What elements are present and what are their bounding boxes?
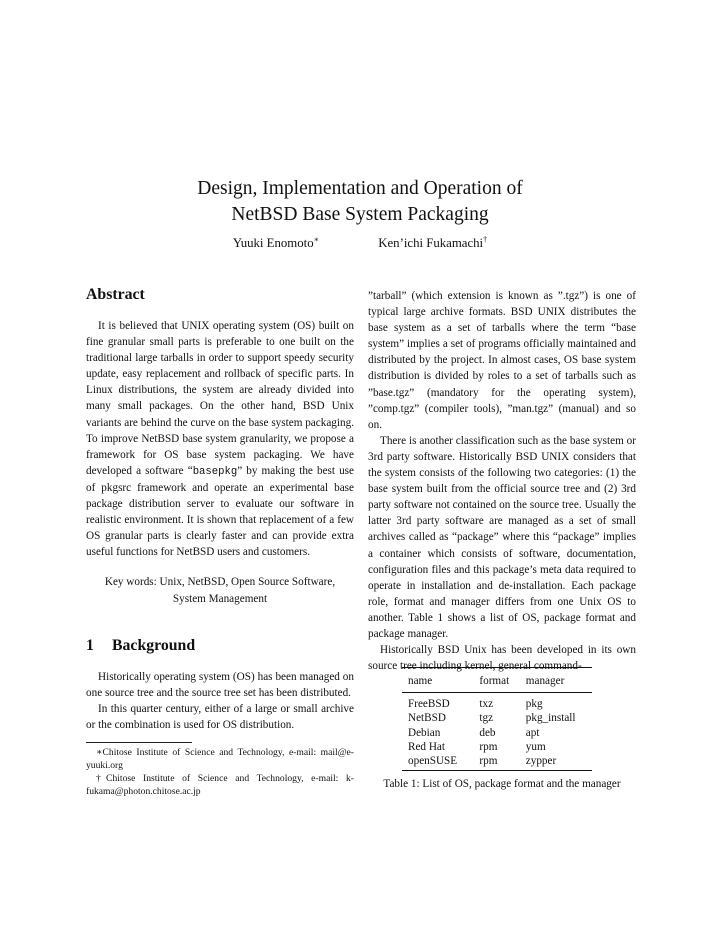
table-row bbox=[402, 711, 592, 725]
table-row bbox=[402, 740, 592, 754]
abstract-heading: Abstract bbox=[86, 286, 145, 303]
table-header-row bbox=[402, 668, 592, 693]
os-table-wrapper bbox=[402, 667, 592, 771]
background-heading: 1 Background bbox=[86, 636, 196, 654]
table-cell: rpm bbox=[479, 755, 498, 768]
table-cell: FreeBSD bbox=[408, 698, 450, 711]
author-2: Ken’ichi Fukamachi† bbox=[378, 235, 488, 250]
table-header-manager: manager bbox=[525, 675, 565, 687]
author-1: Yuuki Enomoto∗ bbox=[232, 235, 320, 250]
table-cell: Debian bbox=[408, 726, 441, 739]
title-line-2: NetBSD Base System Packaging bbox=[231, 204, 489, 225]
table-cell: apt bbox=[525, 726, 540, 739]
table-header-name: name bbox=[408, 675, 433, 687]
table-cell: NetBSD bbox=[408, 712, 446, 725]
left-column bbox=[86, 286, 354, 733]
table-cell: Red Hat bbox=[408, 740, 445, 753]
keywords: Key words: Unix, NetBSD, Open Source Software, System Management bbox=[104, 576, 336, 605]
footnotes bbox=[86, 742, 354, 798]
code-basepkg: basepkg bbox=[192, 465, 238, 478]
table-cell: openSUSE bbox=[408, 755, 458, 768]
table-header-format: format bbox=[479, 675, 510, 687]
right-column bbox=[368, 288, 636, 674]
table-row bbox=[402, 726, 592, 740]
title-line-1: Design, Implementation and Operation of bbox=[197, 178, 523, 199]
right-paragraph-3: Historically BSD Unix has been developed in its own source tree including kernel, general command- bbox=[368, 644, 636, 673]
right-paragraph-1: ”tarball” (which extension is known as ”.tgz”) is one of typical large archive formats. BSD UNIX distributes the base system as a set of tarballs where the term “base system” implies a set of programs officially maintained and distributed by the project. In almost cases, OS base system distribution is divided by roles to a set of tarballs such as ”base.tgz” (mandatory for the operating system), ”comp.tgz” (compiler tools), ”man.tgz” (manual) and so on. bbox=[368, 290, 636, 431]
author-list bbox=[0, 236, 720, 251]
background-paragraph-1: Historically operating system (OS) has been managed on one source tree and the source tree set has been distributed. bbox=[86, 670, 354, 699]
footnote-1: ∗Chitose Institute of Science and Technology, e-mail: mail@e-yuuki.org bbox=[86, 747, 354, 771]
abstract-text: It is believed that UNIX operating system (OS) built on fine granular small parts is preferable to one built on the traditional large tarballs in order to support speedy security update, easy replacement and rollback of specific parts. In Linux distributions, the system are already divided into many small packages. On the other hand, BSD Unix variants are behind the curve on the base system packaging. To improve NetBSD base system granularity, we propose a framework for OS base system packaging. We have developed a software “basepkg” by making the best use of pkgsrc framework and operate an experimental base package distribution server to evaluate our software in realistic environment. It is shown that replacement of a few OS granular parts is clearly faster and can provide extra useful functions for NetBSD users and customers. bbox=[86, 320, 354, 559]
background-paragraph-2: In this quarter century, either of a large or small archive or the combination is used for OS distribution. bbox=[86, 702, 354, 731]
table-cell: pkg bbox=[525, 698, 543, 711]
os-package-table bbox=[402, 667, 592, 771]
footnote-rule bbox=[86, 742, 192, 743]
right-paragraph-2: There is another classification such as the base system or 3rd party software. Historically BSD UNIX considers that the system consists of the following two categories: (1) the base system built from the official source tree and (2) 3rd party software not contained on the source tree. Usually the latter 3rd party software are managed as a set of small archives called as “package” where this “package” implies a container which consists of software, documentation, configuration files and this package’s meta data required to operate in installation and de-installation. Each package role, format and manager differs from one Unix OS to another. Table 1 shows a list of OS, package format and package manager. bbox=[368, 434, 636, 640]
table-cell: deb bbox=[479, 726, 496, 739]
table-cell: zypper bbox=[525, 755, 557, 768]
table-cell: yum bbox=[525, 740, 546, 753]
footnote-2: †Chitose Institute of Science and Technology, e-mail: k-fukama@photon.chitose.ac.jp bbox=[86, 773, 354, 797]
table-cell: rpm bbox=[479, 740, 498, 753]
paper-title bbox=[0, 176, 720, 228]
table-row bbox=[402, 754, 592, 771]
table-cell: pkg_install bbox=[525, 712, 576, 725]
table-cell: tgz bbox=[479, 712, 494, 725]
table-row bbox=[402, 693, 592, 712]
table-caption: Table 1: List of OS, package format and the manager bbox=[383, 778, 621, 790]
table-cell: txz bbox=[479, 698, 494, 711]
